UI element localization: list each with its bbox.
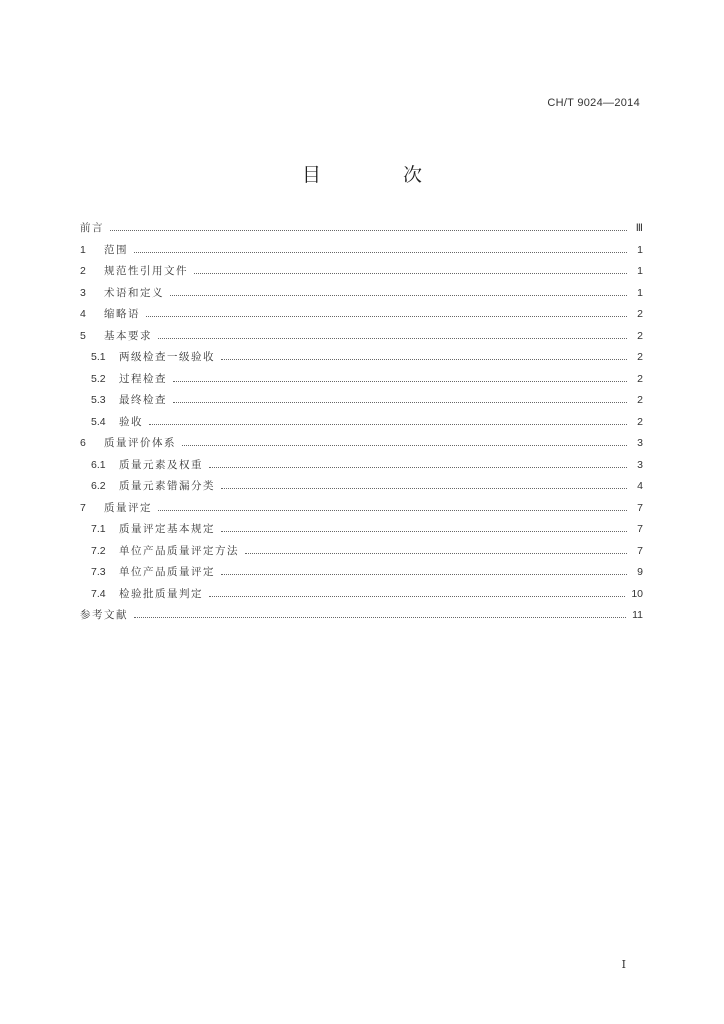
toc-entry-number: 7.3 [91,566,106,578]
toc-dot-leader [221,358,627,360]
toc-entry[interactable] [80,500,643,522]
toc-entry-label: 两级检查一级验收 [119,351,215,363]
toc-entry-number: 4 [80,308,86,320]
toc-dot-leader [194,272,627,274]
toc-entry-page: 1 [637,265,643,277]
toc-entry-number: 1 [80,243,86,256]
toc-dot-leader [245,552,627,554]
toc-entry-label: 过程检查 [119,372,167,385]
toc-entry-page: 2 [637,308,643,320]
toc-dot-leader [170,294,627,296]
table-of-contents [80,220,643,629]
toc-dot-leader [110,229,627,231]
toc-entry[interactable] [80,263,643,285]
toc-entry-page: 2 [637,372,643,385]
toc-dot-leader [158,337,627,339]
toc-entry-label: 质量元素错漏分类 [119,480,215,492]
toc-entry[interactable] [80,328,643,350]
toc-entry-number: 7 [80,501,86,514]
toc-entry-label: 参考文献 [80,609,128,621]
toc-entry-label: 术语和定义 [104,286,164,299]
toc-entry[interactable] [80,543,643,565]
toc-dot-leader [158,509,627,511]
toc-entry-label: 前言 [80,222,104,234]
toc-entry-label: 质量元素及权重 [119,458,203,471]
page-number: I [621,958,626,971]
toc-entry-label: 单位产品质量评定 [119,566,215,578]
toc-entry-page: 7 [637,523,643,535]
toc-entry-label: 质量评定基本规定 [119,523,215,535]
toc-dot-leader [134,616,626,618]
toc-entry-number: 7.4 [91,587,106,600]
toc-entry[interactable] [80,435,643,457]
toc-entry[interactable] [80,220,643,242]
toc-entry-number: 3 [80,286,86,299]
toc-entry-label: 最终检查 [119,394,167,406]
toc-entry-number: 2 [80,265,86,277]
toc-entry-number: 5.2 [91,372,106,385]
toc-dot-leader [173,401,627,403]
toc-entry-page: Ⅲ [635,222,643,234]
toc-entry-number: 5.1 [91,351,106,363]
toc-dot-leader [134,251,627,253]
toc-entry-page: 2 [637,351,643,363]
toc-entry-number: 7.1 [91,523,106,535]
toc-entry-page: 2 [637,329,643,342]
toc-entry[interactable] [80,607,643,629]
toc-entry-label: 单位产品质量评定方法 [119,544,239,557]
toc-dot-leader [173,380,627,382]
page-title: 目 次 [301,164,461,186]
standard-code: CH/T 9024—2014 [547,97,640,109]
toc-entry-label: 验收 [119,415,143,428]
toc-entry-page: 9 [637,566,643,578]
toc-entry-label: 质量评价体系 [104,437,176,449]
toc-entry-page: 2 [637,394,643,406]
toc-dot-leader [221,573,627,575]
toc-dot-leader [182,444,627,446]
toc-entry-number: 5 [80,329,86,342]
toc-entry-label: 基本要求 [104,329,152,342]
toc-entry-number: 5.4 [91,415,106,428]
toc-entry-page: 4 [637,480,643,492]
toc-entry-page: 10 [631,587,643,600]
toc-entry-page: 3 [637,437,643,449]
toc-entry-page: 1 [637,286,643,299]
toc-entry-page: 2 [637,415,643,428]
toc-entry-number: 5.3 [91,394,106,406]
toc-entry-page: 7 [637,501,643,514]
toc-entry-number: 6.2 [91,480,106,492]
toc-entry-label: 检验批质量判定 [119,587,203,600]
toc-dot-leader [209,466,627,468]
toc-entry[interactable] [80,392,643,414]
toc-entry-page: 11 [632,609,643,621]
toc-entry-label: 范围 [104,243,128,256]
toc-entry[interactable] [80,478,643,500]
toc-entry[interactable] [80,521,643,543]
toc-entry-label: 质量评定 [104,501,152,514]
toc-entry[interactable] [80,586,643,608]
toc-entry[interactable] [80,457,643,479]
toc-entry[interactable] [80,242,643,264]
toc-entry[interactable] [80,371,643,393]
toc-dot-leader [221,530,627,532]
toc-entry-label: 规范性引用文件 [104,265,188,277]
toc-entry[interactable] [80,306,643,328]
toc-entry-number: 6.1 [91,458,106,471]
toc-entry[interactable] [80,414,643,436]
toc-entry-number: 7.2 [91,544,106,557]
toc-entry[interactable] [80,564,643,586]
toc-entry[interactable] [80,285,643,307]
toc-dot-leader [221,487,627,489]
toc-entry-number: 6 [80,437,86,449]
toc-entry-label: 缩略语 [104,308,140,320]
toc-entry-page: 3 [637,458,643,471]
toc-dot-leader [209,595,625,597]
toc-dot-leader [146,315,627,317]
toc-entry-page: 7 [637,544,643,557]
toc-entry[interactable] [80,349,643,371]
toc-entry-page: 1 [637,243,643,256]
toc-dot-leader [149,423,627,425]
